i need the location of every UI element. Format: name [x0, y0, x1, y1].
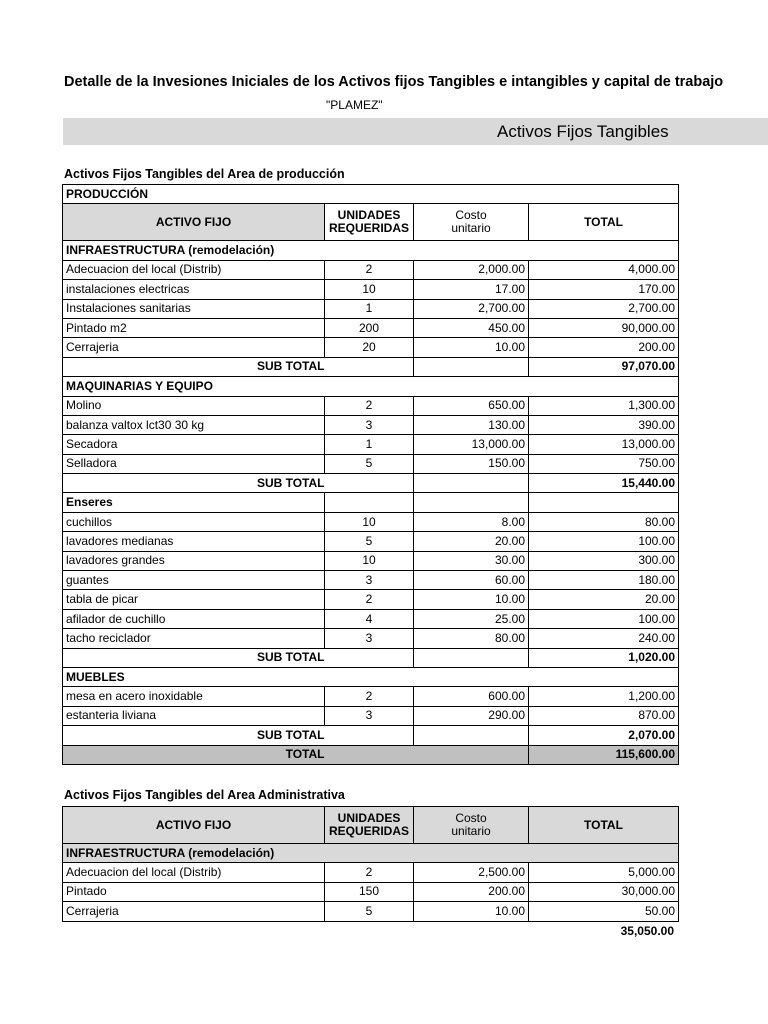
- item-quantity: 3: [325, 706, 414, 725]
- table-row: [63, 299, 679, 318]
- item-quantity: 200: [325, 318, 414, 337]
- table-row: [63, 435, 679, 454]
- banner-title: Activos Fijos Tangibles: [497, 122, 669, 141]
- table-row: [63, 532, 679, 551]
- item-quantity: 2: [325, 590, 414, 609]
- production-section-title: Activos Fijos Tangibles del Area de producción: [64, 167, 345, 181]
- item-name: Adecuacion del local (Distrib): [63, 260, 325, 279]
- item-name: Pintado: [63, 882, 325, 901]
- item-unit-cost: 290.00: [414, 706, 529, 725]
- item-name: Pintado m2: [63, 318, 325, 337]
- item-quantity: 4: [325, 609, 414, 628]
- empty-cell: [414, 726, 529, 745]
- item-name: estanteria liviana: [63, 706, 325, 725]
- table-row: [63, 571, 679, 590]
- item-total: 1,200.00: [529, 687, 679, 706]
- item-unit-cost: 150.00: [414, 454, 529, 473]
- table-row: [63, 338, 679, 357]
- item-quantity: 5: [325, 454, 414, 473]
- header-units: UNIDADES REQUERIDAS: [325, 204, 414, 241]
- empty-cell: [529, 493, 679, 512]
- item-unit-cost: 200.00: [414, 882, 529, 901]
- table-row: [63, 454, 679, 473]
- subtotal-value: 1,020.00: [529, 648, 679, 667]
- item-name: instalaciones electricas: [63, 280, 325, 299]
- item-total: 1,300.00: [529, 396, 679, 415]
- item-unit-cost: 10.00: [414, 338, 529, 357]
- item-unit-cost: 80.00: [414, 629, 529, 648]
- item-name: Cerrajeria: [63, 338, 325, 357]
- grand-total-value: 115,600.00: [529, 745, 679, 764]
- item-total: 240.00: [529, 629, 679, 648]
- item-unit-cost: 2,700.00: [414, 299, 529, 318]
- header-asset: ACTIVO FIJO: [63, 204, 325, 241]
- item-quantity: 2: [325, 396, 414, 415]
- table-row: [63, 882, 679, 901]
- item-unit-cost: 60.00: [414, 571, 529, 590]
- table-row: [63, 280, 679, 299]
- table-row: [63, 590, 679, 609]
- category-label: MUEBLES: [63, 667, 679, 686]
- empty-cell: [414, 357, 529, 376]
- category-row: [63, 667, 679, 686]
- item-name: balanza valtox lct30 30 kg: [63, 415, 325, 434]
- admin-section-title: Activos Fijos Tangibles del Area Administrativa: [64, 788, 345, 802]
- item-name: guantes: [63, 571, 325, 590]
- item-unit-cost: 10.00: [414, 590, 529, 609]
- item-unit-cost: 20.00: [414, 532, 529, 551]
- item-unit-cost: 8.00: [414, 512, 529, 531]
- item-quantity: 1: [325, 435, 414, 454]
- item-name: lavadores grandes: [63, 551, 325, 570]
- item-unit-cost: 650.00: [414, 396, 529, 415]
- table-row: [63, 415, 679, 434]
- item-unit-cost: 25.00: [414, 609, 529, 628]
- empty-cell: [325, 357, 414, 376]
- header-total: TOTAL: [529, 204, 679, 241]
- grand-total-row: [63, 745, 679, 764]
- section-banner: [63, 118, 768, 145]
- table-row: [63, 512, 679, 531]
- empty-cell: [414, 493, 529, 512]
- table-row: [63, 551, 679, 570]
- category-row: [63, 241, 679, 260]
- table-row: [63, 609, 679, 628]
- header-unit-cost: Costo unitario: [414, 204, 529, 241]
- table-row: [63, 687, 679, 706]
- item-quantity: 3: [325, 629, 414, 648]
- item-total: 20.00: [529, 590, 679, 609]
- header-asset: ACTIVO FIJO: [63, 807, 325, 844]
- header-unit-cost: Costo unitario: [414, 807, 529, 844]
- item-quantity: 20: [325, 338, 414, 357]
- item-total: 13,000.00: [529, 435, 679, 454]
- item-unit-cost: 600.00: [414, 687, 529, 706]
- area-label: PRODUCCIÓN: [63, 185, 679, 204]
- item-quantity: 2: [325, 863, 414, 882]
- company-name: "PLAMEZ": [326, 98, 383, 112]
- production-table: [62, 184, 679, 765]
- item-total: 5,000.00: [529, 863, 679, 882]
- subtotal-label: SUB TOTAL: [63, 648, 325, 667]
- area-row: [63, 185, 679, 204]
- item-total: 2,700.00: [529, 299, 679, 318]
- subtotal-row: [63, 726, 679, 745]
- item-total: 90,000.00: [529, 318, 679, 337]
- empty-cell: [325, 726, 414, 745]
- item-quantity: 150: [325, 882, 414, 901]
- document-title: Detalle de la Invesiones Iniciales de los Activos fijos Tangibles e intangibles y capital de trabajo: [64, 74, 724, 90]
- item-unit-cost: 30.00: [414, 551, 529, 570]
- header-units: UNIDADES REQUERIDAS: [325, 807, 414, 844]
- admin-table: [62, 806, 679, 922]
- header-total: TOTAL: [529, 807, 679, 844]
- subtotal-label: SUB TOTAL: [63, 474, 325, 493]
- subtotal-value: 2,070.00: [529, 726, 679, 745]
- item-quantity: 3: [325, 415, 414, 434]
- table-row: [63, 318, 679, 337]
- item-quantity: 10: [325, 280, 414, 299]
- item-name: Secadora: [63, 435, 325, 454]
- subtotal-value: 97,070.00: [529, 357, 679, 376]
- subtotal-label: SUB TOTAL: [63, 726, 325, 745]
- item-quantity: 10: [325, 551, 414, 570]
- category-label: Enseres: [63, 493, 325, 512]
- empty-cell: [325, 493, 414, 512]
- category-label: INFRAESTRUCTURA (remodelación): [63, 241, 679, 260]
- item-total: 750.00: [529, 454, 679, 473]
- item-quantity: 1: [325, 299, 414, 318]
- category-row: [63, 493, 679, 512]
- grand-total-label: TOTAL: [63, 745, 325, 764]
- item-total: 200.00: [529, 338, 679, 357]
- empty-cell: [414, 474, 529, 493]
- item-total: 4,000.00: [529, 260, 679, 279]
- item-total: 870.00: [529, 706, 679, 725]
- subtotal-value: 15,440.00: [529, 474, 679, 493]
- category-label: INFRAESTRUCTURA (remodelación): [63, 844, 679, 863]
- item-total: 300.00: [529, 551, 679, 570]
- table-row: [63, 863, 679, 882]
- empty-cell: [325, 474, 414, 493]
- item-unit-cost: 2,500.00: [414, 863, 529, 882]
- table-row: [63, 396, 679, 415]
- item-name: Selladora: [63, 454, 325, 473]
- item-total: 100.00: [529, 532, 679, 551]
- item-quantity: 3: [325, 571, 414, 590]
- item-total: 390.00: [529, 415, 679, 434]
- category-row: [63, 377, 679, 396]
- item-total: 100.00: [529, 609, 679, 628]
- item-unit-cost: 17.00: [414, 280, 529, 299]
- table-header-row: [63, 204, 679, 241]
- item-total: 30,000.00: [529, 882, 679, 901]
- item-unit-cost: 450.00: [414, 318, 529, 337]
- table-row: [63, 902, 679, 921]
- item-name: afilador de cuchillo: [63, 609, 325, 628]
- empty-cell: [325, 648, 414, 667]
- item-name: lavadores medianas: [63, 532, 325, 551]
- item-total: 170.00: [529, 280, 679, 299]
- item-quantity: 2: [325, 260, 414, 279]
- subtotal-row: [63, 474, 679, 493]
- subtotal-row: [63, 648, 679, 667]
- item-unit-cost: 13,000.00: [414, 435, 529, 454]
- category-label: MAQUINARIAS Y EQUIPO: [63, 377, 679, 396]
- admin-total-value: 35,050.00: [620, 924, 674, 938]
- item-quantity: 10: [325, 512, 414, 531]
- item-total: 80.00: [529, 512, 679, 531]
- empty-cell: [414, 648, 529, 667]
- item-unit-cost: 10.00: [414, 902, 529, 921]
- category-row: [63, 844, 679, 863]
- empty-cell: [325, 745, 414, 764]
- table-row: [63, 629, 679, 648]
- item-name: Adecuacion del local (Distrib): [63, 863, 325, 882]
- table-header-row: [63, 807, 679, 844]
- item-unit-cost: 130.00: [414, 415, 529, 434]
- item-name: Cerrajeria: [63, 902, 325, 921]
- item-unit-cost: 2,000.00: [414, 260, 529, 279]
- item-quantity: 5: [325, 532, 414, 551]
- item-name: mesa en acero inoxidable: [63, 687, 325, 706]
- table-row: [63, 706, 679, 725]
- subtotal-label: SUB TOTAL: [63, 357, 325, 376]
- item-total: 180.00: [529, 571, 679, 590]
- table-row: [63, 260, 679, 279]
- item-name: cuchillos: [63, 512, 325, 531]
- item-quantity: 5: [325, 902, 414, 921]
- empty-cell: [414, 745, 529, 764]
- subtotal-row: [63, 357, 679, 376]
- item-total: 50.00: [529, 902, 679, 921]
- item-name: tacho reciclador: [63, 629, 325, 648]
- item-name: Instalaciones sanitarias: [63, 299, 325, 318]
- item-name: Molino: [63, 396, 325, 415]
- item-name: tabla de picar: [63, 590, 325, 609]
- item-quantity: 2: [325, 687, 414, 706]
